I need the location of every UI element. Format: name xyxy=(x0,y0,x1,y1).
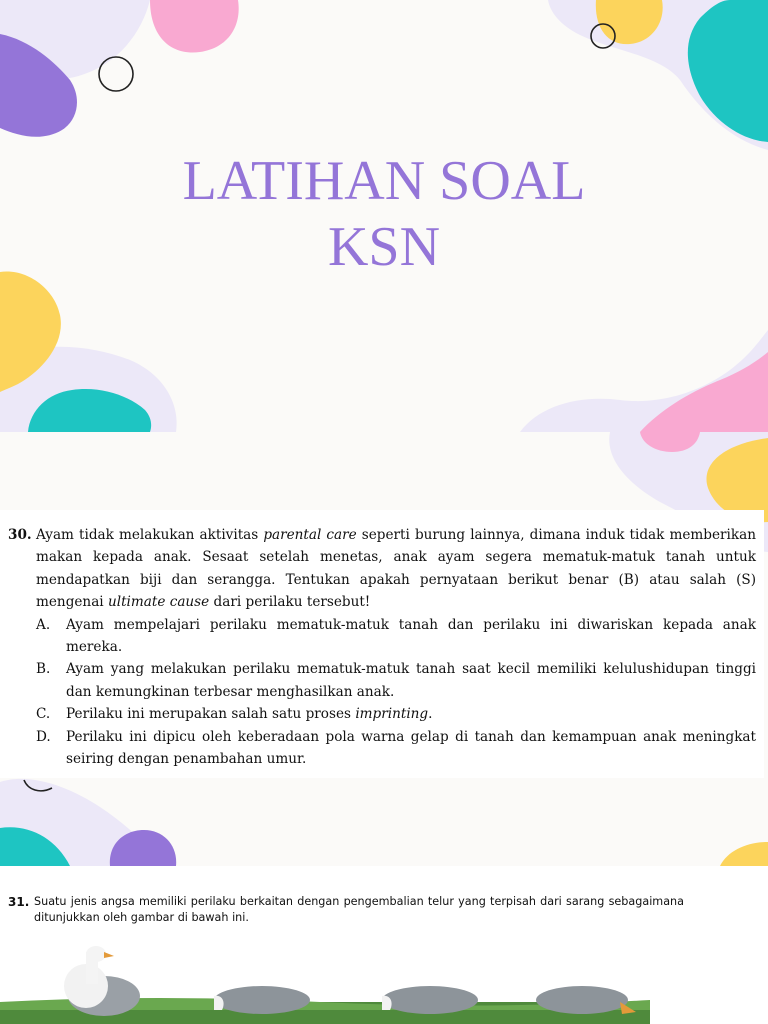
question-text: Ayam tidak melakukan aktivitas parental care seperti burung lainnya, dimana induk tidak memberikan makan kepada anak. Sesaat setelah menetas, anak ayam segera mematuk-matuk tanah untuk mendapatkan biji dan serangga. Tentukan apakah pernyataan berikut benar (B) atau salah (S) mengenai ultimate cause dari perilaku tersebut! xyxy=(36,527,756,611)
page-title xyxy=(0,148,768,280)
teal-blob-top-right xyxy=(688,0,768,142)
option-letter: A. xyxy=(36,616,51,633)
question-number: 30. xyxy=(8,527,32,543)
option-d xyxy=(36,726,756,771)
option-text: Perilaku ini merupakan salah satu proses imprinting. xyxy=(66,706,433,723)
goose-illustration xyxy=(0,940,768,1024)
pink-blob-top xyxy=(150,0,239,53)
term-imprinting: imprinting xyxy=(355,706,429,723)
option-letter: C. xyxy=(36,706,51,723)
question-text: Suatu jenis angsa memiliki perilaku berkaitan dengan pengembalian telur yang terpisah dari sarang sebagaimana ditunjukkan oleh gambar di bawah ini. xyxy=(34,895,684,924)
question-31 xyxy=(8,894,684,926)
title-line-2: KSN xyxy=(327,216,441,278)
option-a xyxy=(36,614,756,659)
option-letter: B. xyxy=(36,661,51,678)
title-line-1: LATIHAN SOAL xyxy=(182,150,586,212)
term-ultimate-cause: ultimate cause xyxy=(107,594,210,611)
title-slide xyxy=(0,0,768,432)
question-30 xyxy=(8,524,756,770)
goose-standing xyxy=(64,946,140,1016)
option-text: Ayam mempelajari perilaku mematuk-matuk tanah dan perilaku ini diwariskan kepada anak mereka. xyxy=(66,616,756,656)
option-b xyxy=(36,658,756,703)
option-c xyxy=(36,703,756,725)
option-text: Perilaku ini dipicu oleh keberadaan pola warna gelap di tanah dan kemampuan anak meningkat seiring dengan penambahan umur. xyxy=(66,728,756,768)
question-30-stem xyxy=(8,524,756,614)
term-parental-care: parental care xyxy=(263,527,357,543)
question-number: 31. xyxy=(8,895,30,909)
option-text: Ayam yang melakukan perilaku mematuk-matuk tanah saat kecil memiliki kelulushidupan tinggi dan kemungkinan terbesar menghasilkan anak. xyxy=(66,661,756,700)
outline-circle-left xyxy=(99,57,133,91)
goose-bending-2 xyxy=(382,986,478,1014)
option-letter: D. xyxy=(36,728,51,745)
goose-bending-1 xyxy=(214,986,310,1014)
yellow-blob-bottom-right xyxy=(720,842,768,866)
